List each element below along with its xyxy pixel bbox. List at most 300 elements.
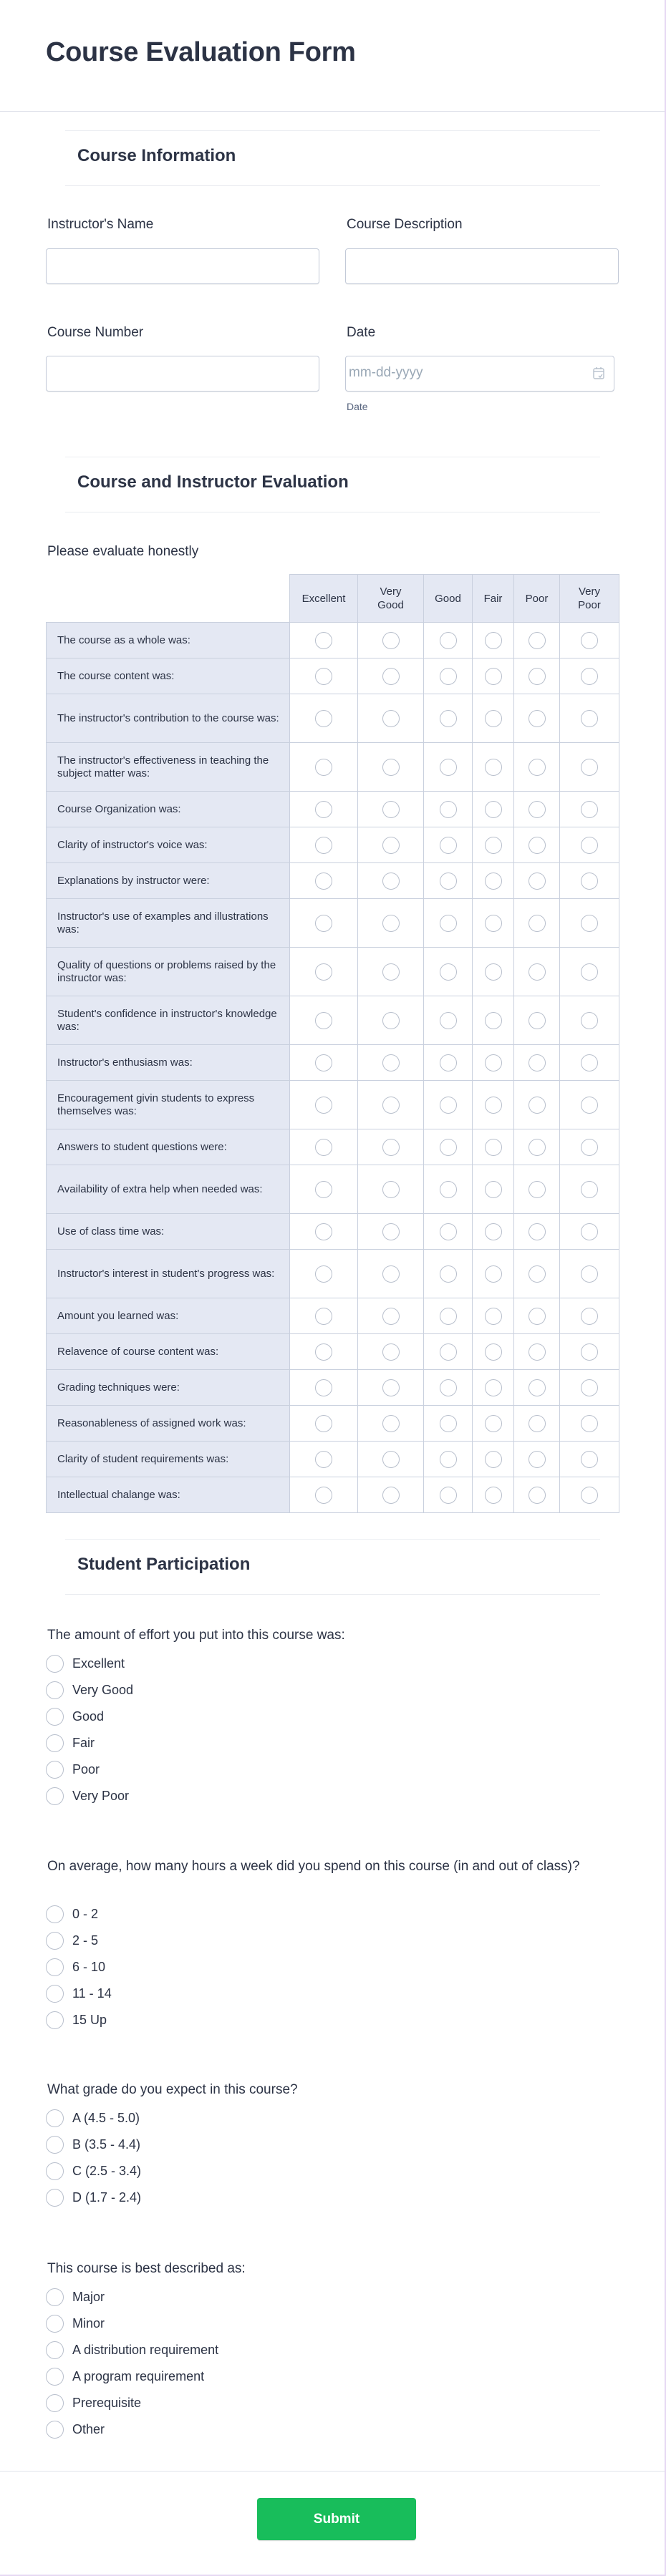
- radio-button[interactable]: [315, 1054, 332, 1071]
- matrix-column-header: Excellent: [290, 575, 358, 623]
- matrix-cell: [560, 1370, 619, 1406]
- radio-button[interactable]: [315, 1415, 332, 1432]
- radio-button[interactable]: [581, 1012, 598, 1029]
- radio-button[interactable]: [529, 873, 546, 890]
- matrix-cell: [514, 1334, 560, 1370]
- matrix-cell: [290, 1370, 358, 1406]
- matrix-cell: [290, 1081, 358, 1129]
- radio-button[interactable]: [440, 1223, 457, 1240]
- course-number-input[interactable]: [46, 356, 319, 392]
- radio-button[interactable]: [382, 1487, 400, 1504]
- radio-button[interactable]: [440, 1415, 457, 1432]
- radio-option-label[interactable]: Prerequisite: [72, 2396, 142, 2410]
- radio-button[interactable]: [382, 632, 400, 649]
- radio-button[interactable]: [382, 1054, 400, 1071]
- matrix-row: [47, 899, 619, 948]
- radio-button[interactable]: [440, 1097, 457, 1114]
- radio-option[interactable]: [46, 2184, 141, 2211]
- radio-button[interactable]: [46, 2136, 64, 2154]
- section-title: Course Information: [77, 146, 236, 165]
- radio-button[interactable]: [529, 632, 546, 649]
- grade-options: [46, 2105, 141, 2211]
- matrix-cell: [473, 948, 514, 996]
- radio-button[interactable]: [485, 1343, 502, 1361]
- radio-button[interactable]: [440, 759, 457, 776]
- radio-button[interactable]: [315, 1343, 332, 1361]
- matrix-cell: [424, 863, 473, 899]
- radio-button[interactable]: [581, 873, 598, 890]
- matrix-cell: [473, 1165, 514, 1214]
- matrix-cell: [514, 658, 560, 694]
- radio-button[interactable]: [382, 1343, 400, 1361]
- radio-button[interactable]: [485, 801, 502, 818]
- matrix-cell: [290, 792, 358, 827]
- calendar-icon[interactable]: [592, 366, 605, 384]
- matrix-cell: [290, 1406, 358, 1442]
- radio-button[interactable]: [529, 963, 546, 981]
- radio-button[interactable]: [315, 1097, 332, 1114]
- matrix-cell: [424, 1250, 473, 1298]
- radio-button[interactable]: [46, 2315, 64, 2333]
- matrix-label: Please evaluate honestly: [47, 544, 199, 559]
- radio-button[interactable]: [485, 1265, 502, 1283]
- radio-button[interactable]: [485, 759, 502, 776]
- radio-button[interactable]: [315, 1487, 332, 1504]
- radio-button[interactable]: [382, 1308, 400, 1325]
- radio-button[interactable]: [46, 1985, 64, 2003]
- radio-button[interactable]: [529, 1415, 546, 1432]
- radio-button[interactable]: [315, 1139, 332, 1156]
- course-description-input[interactable]: [345, 248, 619, 284]
- radio-option[interactable]: [46, 2284, 218, 2310]
- radio-button[interactable]: [529, 1308, 546, 1325]
- matrix-cell: [358, 1477, 424, 1513]
- radio-button[interactable]: [46, 1708, 64, 1726]
- matrix-column-header: Fair: [473, 575, 514, 623]
- radio-button[interactable]: [315, 837, 332, 854]
- radio-button[interactable]: [382, 1139, 400, 1156]
- radio-button[interactable]: [529, 801, 546, 818]
- radio-button[interactable]: [440, 1265, 457, 1283]
- radio-button[interactable]: [46, 2341, 64, 2359]
- radio-option[interactable]: [46, 2416, 218, 2443]
- radio-option[interactable]: [46, 2363, 218, 2390]
- radio-button[interactable]: [46, 1958, 64, 1976]
- radio-option[interactable]: [46, 2310, 218, 2337]
- radio-button[interactable]: [46, 2162, 64, 2180]
- matrix-cell: [424, 1334, 473, 1370]
- form-header: [0, 0, 665, 112]
- matrix-cell: [358, 694, 424, 743]
- radio-button[interactable]: [485, 1451, 502, 1468]
- radio-button[interactable]: [529, 1379, 546, 1396]
- radio-button[interactable]: [46, 1905, 64, 1923]
- matrix-cell: [424, 1370, 473, 1406]
- section-header-student-participation: [65, 1539, 600, 1595]
- effort-question-label: The amount of effort you put into this course was:: [47, 1628, 345, 1643]
- radio-button[interactable]: [382, 915, 400, 932]
- matrix-cell: [514, 1045, 560, 1081]
- radio-button[interactable]: [529, 1012, 546, 1029]
- radio-button[interactable]: [529, 1223, 546, 1240]
- radio-button[interactable]: [315, 801, 332, 818]
- matrix-cell: [473, 996, 514, 1045]
- matrix-cell: [290, 827, 358, 863]
- radio-option[interactable]: [46, 2007, 112, 2033]
- radio-button[interactable]: [315, 1223, 332, 1240]
- radio-button[interactable]: [581, 915, 598, 932]
- radio-button[interactable]: [581, 1487, 598, 1504]
- matrix-row: [47, 996, 619, 1045]
- matrix-row: [47, 743, 619, 792]
- matrix-cell: [514, 623, 560, 658]
- matrix-row-label: Reasonableness of assigned work was:: [47, 1406, 290, 1442]
- radio-button[interactable]: [382, 1415, 400, 1432]
- matrix-cell: [358, 996, 424, 1045]
- matrix-cell: [358, 1129, 424, 1165]
- radio-button[interactable]: [581, 1054, 598, 1071]
- matrix-cell: [514, 863, 560, 899]
- radio-option[interactable]: [46, 1703, 133, 1730]
- matrix-cell: [560, 827, 619, 863]
- matrix-cell: [424, 1298, 473, 1334]
- radio-option[interactable]: [46, 2132, 141, 2158]
- radio-option-label[interactable]: Excellent: [72, 1656, 125, 1671]
- radio-button[interactable]: [440, 668, 457, 685]
- radio-button[interactable]: [315, 1451, 332, 1468]
- matrix-cell: [473, 1334, 514, 1370]
- radio-button[interactable]: [440, 915, 457, 932]
- radio-button[interactable]: [382, 1012, 400, 1029]
- radio-option[interactable]: [46, 1677, 133, 1703]
- radio-button[interactable]: [485, 710, 502, 727]
- radio-button[interactable]: [440, 1487, 457, 1504]
- radio-button[interactable]: [581, 1308, 598, 1325]
- radio-button[interactable]: [485, 1181, 502, 1198]
- matrix-row-label: Quality of questions or problems raised by the instructor was:: [47, 948, 290, 996]
- effort-options: [46, 1651, 133, 1809]
- instructor-name-input[interactable]: [46, 248, 319, 284]
- radio-button[interactable]: [315, 1379, 332, 1396]
- radio-button[interactable]: [46, 2394, 64, 2412]
- matrix-cell: [514, 1081, 560, 1129]
- radio-button[interactable]: [440, 963, 457, 981]
- radio-option-label[interactable]: Good: [72, 1709, 105, 1724]
- radio-button[interactable]: [382, 1097, 400, 1114]
- matrix-cell: [514, 1442, 560, 1477]
- matrix-cell: [514, 1214, 560, 1250]
- matrix-row: [47, 863, 619, 899]
- matrix-column-header: [560, 575, 619, 623]
- radio-button[interactable]: [440, 1012, 457, 1029]
- radio-option[interactable]: [46, 2390, 218, 2416]
- matrix-cell: [560, 1081, 619, 1129]
- matrix-cell: [473, 658, 514, 694]
- matrix-cell: [560, 1165, 619, 1214]
- radio-option[interactable]: [46, 1954, 112, 1980]
- hours-options: [46, 1901, 112, 2033]
- radio-button[interactable]: [315, 710, 332, 727]
- radio-button[interactable]: [315, 873, 332, 890]
- matrix-column-header: [358, 575, 424, 623]
- radio-button[interactable]: [440, 1054, 457, 1071]
- radio-button[interactable]: [315, 668, 332, 685]
- radio-option[interactable]: [46, 1651, 133, 1677]
- matrix-cell: [473, 743, 514, 792]
- matrix-row-label: Instructor's interest in student's progress was:: [47, 1250, 290, 1298]
- radio-option[interactable]: [46, 2105, 141, 2132]
- radio-button[interactable]: [46, 2368, 64, 2386]
- radio-button[interactable]: [581, 1097, 598, 1114]
- radio-button[interactable]: [315, 632, 332, 649]
- radio-button[interactable]: [485, 1139, 502, 1156]
- radio-option-label[interactable]: 6 - 10: [72, 1960, 106, 1974]
- radio-button[interactable]: [46, 2288, 64, 2306]
- radio-button[interactable]: [581, 1139, 598, 1156]
- radio-button[interactable]: [315, 963, 332, 981]
- radio-button[interactable]: [46, 2109, 64, 2127]
- radio-option[interactable]: [46, 1783, 133, 1809]
- radio-option-label[interactable]: B (3.5 - 4.4): [72, 2137, 141, 2152]
- section-title: Student Participation: [77, 1555, 251, 1574]
- matrix-cell: [424, 1442, 473, 1477]
- radio-button[interactable]: [529, 710, 546, 727]
- radio-button[interactable]: [581, 1415, 598, 1432]
- radio-button[interactable]: [485, 963, 502, 981]
- radio-option-label[interactable]: Major: [72, 2290, 105, 2304]
- radio-option-label[interactable]: Very Poor: [72, 1789, 130, 1803]
- matrix-cell: [514, 743, 560, 792]
- matrix-row: [47, 1081, 619, 1129]
- radio-button[interactable]: [382, 963, 400, 981]
- matrix-row-label: Encouragement givin students to express themselves was:: [47, 1081, 290, 1129]
- radio-button[interactable]: [46, 2421, 64, 2439]
- radio-button[interactable]: [440, 801, 457, 818]
- radio-button[interactable]: [529, 1054, 546, 1071]
- matrix-cell: [290, 1214, 358, 1250]
- matrix-cell: [473, 1477, 514, 1513]
- radio-button[interactable]: [440, 1451, 457, 1468]
- radio-button[interactable]: [581, 1451, 598, 1468]
- radio-button[interactable]: [581, 1181, 598, 1198]
- radio-button[interactable]: [529, 1265, 546, 1283]
- radio-button[interactable]: [440, 1343, 457, 1361]
- radio-button[interactable]: [46, 1655, 64, 1673]
- matrix-row-label: Explanations by instructor were:: [47, 863, 290, 899]
- radio-button[interactable]: [581, 668, 598, 685]
- matrix-cell: [473, 899, 514, 948]
- radio-button[interactable]: [581, 801, 598, 818]
- date-label: Date: [347, 325, 376, 340]
- radio-button[interactable]: [382, 710, 400, 727]
- matrix-row-label: Grading techniques were:: [47, 1370, 290, 1406]
- matrix-cell: [473, 1214, 514, 1250]
- radio-button[interactable]: [529, 1343, 546, 1361]
- matrix-cell: [358, 827, 424, 863]
- radio-button[interactable]: [440, 710, 457, 727]
- matrix-column-header: Good: [424, 575, 473, 623]
- matrix-cell: [473, 1250, 514, 1298]
- matrix-row: [47, 623, 619, 658]
- radio-button[interactable]: [382, 1451, 400, 1468]
- matrix-cell: [424, 658, 473, 694]
- radio-option-label[interactable]: D (1.7 - 2.4): [72, 2190, 142, 2205]
- radio-button[interactable]: [529, 837, 546, 854]
- radio-option-label[interactable]: A program requirement: [72, 2369, 205, 2383]
- radio-button[interactable]: [382, 873, 400, 890]
- column-label: Very Good: [377, 585, 404, 611]
- date-input[interactable]: [345, 356, 614, 392]
- radio-button[interactable]: [581, 963, 598, 981]
- matrix-cell: [290, 1442, 358, 1477]
- radio-button[interactable]: [440, 1181, 457, 1198]
- date-sublabel: Date: [347, 401, 368, 412]
- radio-option-label[interactable]: 15 Up: [72, 2013, 107, 2027]
- radio-button[interactable]: [529, 915, 546, 932]
- radio-option-label[interactable]: 0 - 2: [72, 1907, 99, 1921]
- section-title: Course and Instructor Evaluation: [77, 472, 349, 492]
- matrix-cell: [514, 827, 560, 863]
- radio-button[interactable]: [485, 873, 502, 890]
- radio-button[interactable]: [529, 1097, 546, 1114]
- radio-button[interactable]: [581, 632, 598, 649]
- radio-button[interactable]: [581, 710, 598, 727]
- matrix-row: [47, 1442, 619, 1477]
- radio-button[interactable]: [485, 915, 502, 932]
- matrix-cell: [473, 1045, 514, 1081]
- radio-button[interactable]: [581, 1265, 598, 1283]
- course-type-options: [46, 2284, 218, 2443]
- matrix-cell: [514, 694, 560, 743]
- matrix-cell: [424, 743, 473, 792]
- radio-button[interactable]: [485, 837, 502, 854]
- radio-option-label[interactable]: Fair: [72, 1736, 95, 1750]
- radio-option-label[interactable]: C (2.5 - 3.4): [72, 2164, 142, 2178]
- radio-button[interactable]: [440, 1379, 457, 1396]
- radio-button[interactable]: [46, 1734, 64, 1752]
- matrix-row: [47, 1406, 619, 1442]
- radio-button[interactable]: [485, 1487, 502, 1504]
- radio-button[interactable]: [46, 2011, 64, 2029]
- radio-option[interactable]: [46, 1901, 112, 1928]
- radio-button[interactable]: [581, 837, 598, 854]
- radio-button[interactable]: [485, 1415, 502, 1432]
- matrix-cell: [473, 827, 514, 863]
- radio-option[interactable]: [46, 1928, 112, 1954]
- course-number-label: Course Number: [47, 325, 144, 340]
- radio-button[interactable]: [382, 668, 400, 685]
- radio-button[interactable]: [581, 1379, 598, 1396]
- radio-button[interactable]: [581, 1343, 598, 1361]
- matrix-row: [47, 1129, 619, 1165]
- radio-button[interactable]: [485, 1012, 502, 1029]
- radio-button[interactable]: [382, 801, 400, 818]
- matrix-row: [47, 694, 619, 743]
- matrix-cell: [473, 1442, 514, 1477]
- radio-button[interactable]: [529, 1487, 546, 1504]
- matrix-cell: [358, 1081, 424, 1129]
- radio-option[interactable]: [46, 1756, 133, 1783]
- radio-option[interactable]: [46, 1730, 133, 1756]
- radio-button[interactable]: [315, 1181, 332, 1198]
- radio-button[interactable]: [382, 1223, 400, 1240]
- radio-option-label[interactable]: 2 - 5: [72, 1933, 99, 1948]
- radio-option[interactable]: [46, 1980, 112, 2007]
- radio-button[interactable]: [440, 837, 457, 854]
- radio-option-label[interactable]: 11 - 14: [72, 1986, 112, 2001]
- radio-button[interactable]: [485, 668, 502, 685]
- radio-button[interactable]: [315, 1265, 332, 1283]
- radio-button[interactable]: [485, 1379, 502, 1396]
- radio-button[interactable]: [46, 1681, 64, 1699]
- matrix-cell: [560, 996, 619, 1045]
- matrix-cell: [358, 1406, 424, 1442]
- radio-button[interactable]: [529, 1181, 546, 1198]
- radio-button[interactable]: [581, 759, 598, 776]
- radio-button[interactable]: [315, 1012, 332, 1029]
- submit-button[interactable]: Submit: [257, 2498, 416, 2540]
- radio-option-label[interactable]: Poor: [72, 1762, 100, 1777]
- radio-button[interactable]: [46, 1761, 64, 1779]
- radio-button[interactable]: [382, 837, 400, 854]
- radio-button[interactable]: [46, 1932, 64, 1950]
- matrix-cell: [424, 948, 473, 996]
- radio-button[interactable]: [485, 1054, 502, 1071]
- radio-button[interactable]: [529, 1451, 546, 1468]
- matrix-cell: [358, 1165, 424, 1214]
- radio-option-label[interactable]: Very Good: [72, 1683, 134, 1697]
- radio-option[interactable]: [46, 2337, 218, 2363]
- radio-button[interactable]: [485, 1308, 502, 1325]
- radio-button[interactable]: [382, 759, 400, 776]
- matrix-row: [47, 792, 619, 827]
- radio-button[interactable]: [529, 668, 546, 685]
- matrix-row: [47, 948, 619, 996]
- radio-button[interactable]: [485, 632, 502, 649]
- radio-option-label[interactable]: Other: [72, 2422, 105, 2436]
- radio-button[interactable]: [529, 759, 546, 776]
- radio-button[interactable]: [581, 1223, 598, 1240]
- radio-button[interactable]: [382, 1265, 400, 1283]
- radio-option[interactable]: [46, 2158, 141, 2184]
- radio-button[interactable]: [440, 632, 457, 649]
- radio-option-label[interactable]: A distribution requirement: [72, 2343, 219, 2357]
- radio-button[interactable]: [485, 1223, 502, 1240]
- radio-button[interactable]: [382, 1379, 400, 1396]
- radio-option-label[interactable]: Minor: [72, 2316, 105, 2330]
- radio-button[interactable]: [440, 1139, 457, 1156]
- matrix-cell: [560, 863, 619, 899]
- radio-button[interactable]: [440, 873, 457, 890]
- matrix-cell: [290, 623, 358, 658]
- radio-button[interactable]: [315, 915, 332, 932]
- matrix-row-label: Clarity of student requirements was:: [47, 1442, 290, 1477]
- radio-button[interactable]: [485, 1097, 502, 1114]
- matrix-row: [47, 1477, 619, 1513]
- radio-button[interactable]: [529, 1139, 546, 1156]
- radio-button[interactable]: [440, 1308, 457, 1325]
- matrix-cell: [424, 1045, 473, 1081]
- radio-button[interactable]: [382, 1181, 400, 1198]
- course-type-question-label: This course is best described as:: [47, 2261, 246, 2276]
- radio-button[interactable]: [46, 1787, 64, 1805]
- matrix-cell: [358, 792, 424, 827]
- radio-button[interactable]: [315, 1308, 332, 1325]
- radio-option-label[interactable]: A (4.5 - 5.0): [72, 2111, 140, 2125]
- radio-button[interactable]: [315, 759, 332, 776]
- matrix-cell: [358, 863, 424, 899]
- radio-button[interactable]: [46, 2189, 64, 2207]
